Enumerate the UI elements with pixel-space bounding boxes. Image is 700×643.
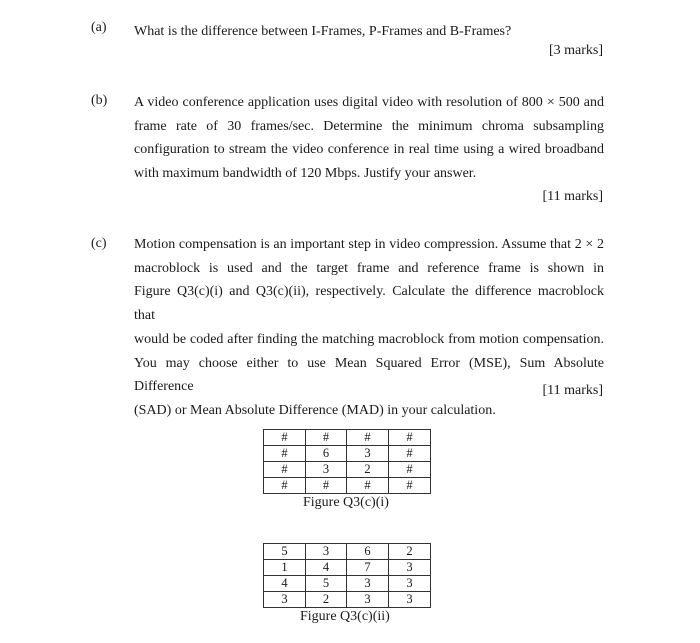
question-c-marks: [11 marks] (542, 383, 603, 398)
table-cell: 3 (347, 446, 389, 462)
table-cell: 3 (347, 576, 389, 592)
table-cell: 5 (264, 544, 306, 560)
question-b-marks: [11 marks] (542, 189, 603, 204)
figure-target-frame-table (263, 429, 431, 494)
table-cell: 1 (264, 560, 306, 576)
table-row (264, 560, 431, 576)
question-a-text (134, 20, 604, 44)
question-b-line: with maximum bandwidth of 120 Mbps. Justify your answer. (134, 166, 477, 182)
table-cell: # (389, 462, 431, 478)
table-cell: 3 (347, 592, 389, 608)
table-cell: 3 (264, 592, 306, 608)
table-cell: # (389, 430, 431, 446)
figure-ii-caption: Figure Q3(c)(ii) (300, 609, 390, 624)
table-cell: 3 (389, 576, 431, 592)
question-c-line: Motion compensation is an important step in video compression. Assume that 2 × 2 (134, 237, 604, 252)
figure-i-caption: Figure Q3(c)(i) (303, 495, 389, 510)
question-b-text (134, 91, 604, 186)
question-b-line: frame rate of 30 frames/sec. Determine the minimum chroma subsampling (134, 118, 604, 134)
table-cell: 3 (389, 560, 431, 576)
table-cell: 2 (389, 544, 431, 560)
question-c-line: (SAD) or Mean Absolute Difference (MAD) in your calculation. (134, 402, 496, 418)
table-cell: # (264, 430, 306, 446)
table-cell: 6 (347, 544, 389, 560)
table-cell: 4 (306, 560, 347, 576)
question-c-line: would be coded after finding the matching macroblock from motion compensation. (134, 331, 604, 347)
table-cell: # (389, 478, 431, 494)
question-b-line: A video conference application uses digital video with resolution of 800 × 500 and (134, 95, 604, 110)
question-a-marks: [3 marks] (548, 43, 603, 58)
table-cell: # (264, 462, 306, 478)
table-cell: 6 (306, 446, 347, 462)
table-cell: # (347, 478, 389, 494)
table-cell: # (264, 478, 306, 494)
question-a-line: What is the difference between I-Frames, P-Frames and B-Frames? (134, 24, 512, 39)
question-b-label: (b) (91, 93, 108, 108)
table-cell: # (347, 430, 389, 446)
question-c-line: macroblock is used and the target frame and reference frame is shown in (134, 260, 604, 276)
question-c-line: Figure Q3(c)(i) and Q3(c)(ii), respectively. Calculate the difference macroblock that (134, 284, 604, 324)
table-cell: 7 (347, 560, 389, 576)
table-row (264, 430, 431, 446)
table-cell: # (264, 446, 306, 462)
table-cell: # (389, 446, 431, 462)
question-c-line: You may choose either to use Mean Squared Error (MSE), Sum Absolute Difference (134, 355, 604, 395)
table-row (264, 544, 431, 560)
table-row (264, 592, 431, 608)
table-cell: # (306, 430, 347, 446)
table-cell: 3 (389, 592, 431, 608)
table-row (264, 478, 431, 494)
question-c-text (134, 233, 604, 423)
table-cell: 2 (306, 592, 347, 608)
table-cell: # (306, 478, 347, 494)
table-row (264, 446, 431, 462)
table-cell: 2 (347, 462, 389, 478)
table-row (264, 462, 431, 478)
table-cell: 4 (264, 576, 306, 592)
table-cell: 5 (306, 576, 347, 592)
table-cell: 3 (306, 544, 347, 560)
question-b-line: configuration to stream the video conference in real time using a wired broadband (134, 142, 604, 158)
question-c-label: (c) (91, 236, 107, 251)
question-a-label: (a) (91, 20, 107, 35)
figure-reference-frame-table (263, 543, 431, 608)
table-cell: 3 (306, 462, 347, 478)
table-row (264, 576, 431, 592)
